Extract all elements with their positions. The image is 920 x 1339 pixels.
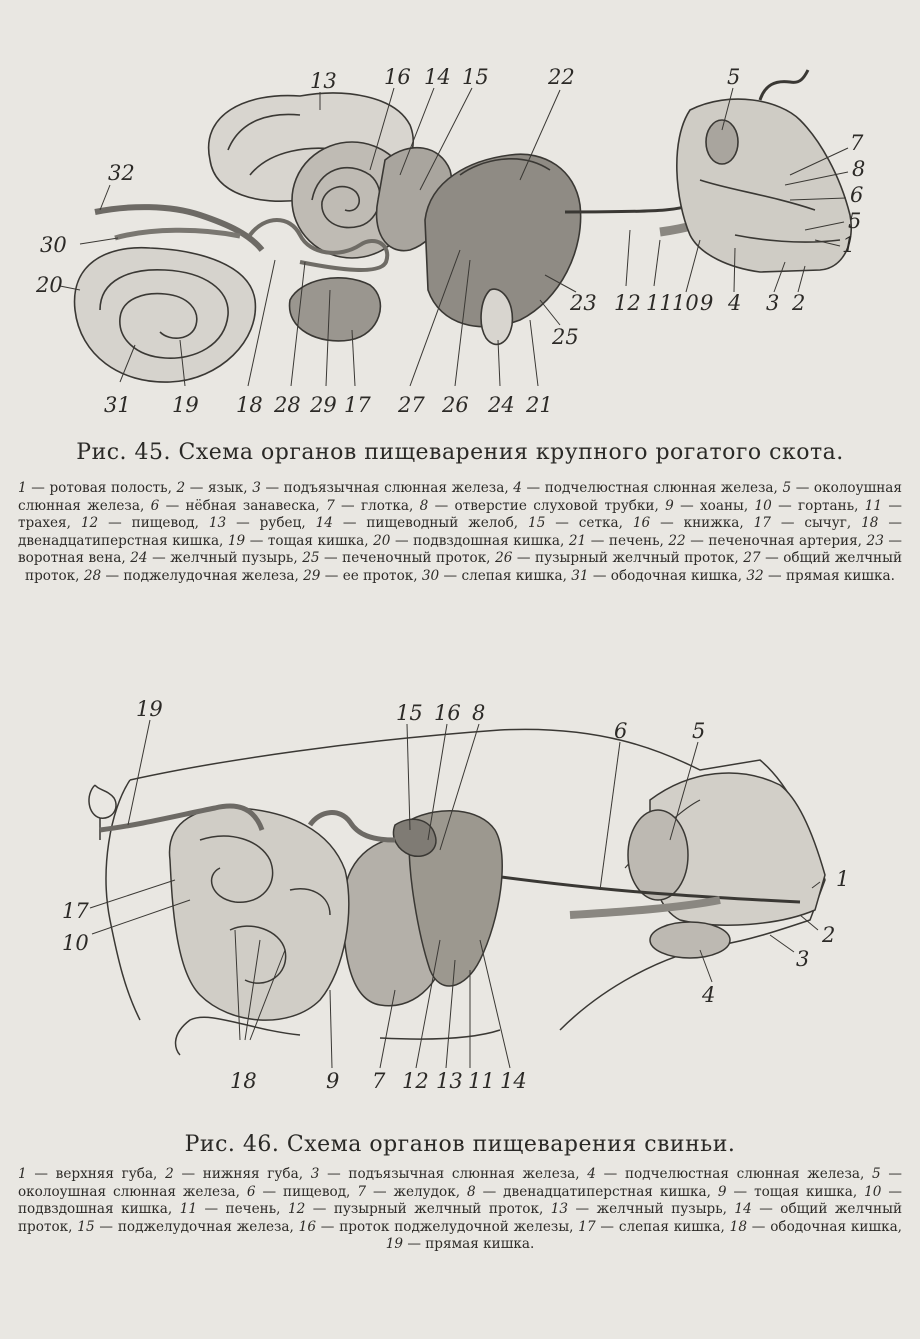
fig45-legend-text: — хоаны, (673, 497, 755, 514)
fig45-label: 10 (672, 291, 699, 315)
fig45-legend-text: — тощая кишка, (245, 532, 374, 549)
fig45-legend-text: — книжка, (650, 515, 754, 532)
fig46-label: 4 (702, 983, 716, 1007)
fig45-legend-text: — сетка, (545, 515, 633, 532)
fig46-legend-text: — желудок, (366, 1183, 468, 1200)
fig45-legend-text: — гортань, (771, 497, 865, 514)
fig45-legend-number: 14 (315, 515, 333, 532)
fig46-legend-text: — подчелюстная слюнная железа, (595, 1166, 873, 1182)
fig45-legend-text: — рубец, (226, 515, 316, 532)
fig45-legend-number: 5 (782, 480, 792, 496)
fig45-label: 2 (792, 291, 806, 315)
fig45-legend-number: 8 (419, 497, 429, 514)
fig46-legend-number: 12 (287, 1201, 306, 1218)
fig45-label: 11 (646, 291, 673, 315)
fig45-legend-text: — печеночный проток, (319, 550, 496, 567)
fig46-legend-number: 5 (872, 1166, 881, 1182)
fig45-legend-number: 22 (668, 532, 686, 549)
fig46-legend-number: 8 (467, 1183, 476, 1200)
fig45-legend-text: — пищевод, (98, 515, 209, 532)
fig45-legend-number: 16 (632, 515, 651, 532)
fig46-legend-number: 11 (179, 1201, 197, 1218)
fig45-legend-text: — подвздошная кишка, (390, 532, 569, 549)
fig46-label: 11 (468, 1069, 495, 1093)
fig45-legend-text: — печеночная артерия, (685, 532, 867, 549)
fig46-legend-text: — пищевод, (255, 1183, 358, 1200)
fig45-legend-text: — отверстие слуховой трубки, (428, 497, 666, 514)
fig46-label: 15 (396, 701, 423, 725)
fig46-legend-number: 2 (165, 1166, 174, 1182)
fig45-label: 9 (700, 291, 714, 315)
fig45-label: 8 (852, 157, 866, 181)
fig46-legend-text: — подъязычная слюнная железа, (319, 1166, 588, 1182)
fig46-label: 6 (614, 719, 628, 743)
fig46-legend-number: 4 (587, 1166, 596, 1182)
fig45-legend-text: — пузырный желчный проток, (512, 550, 744, 567)
fig45-legend-number: 1 (18, 480, 27, 496)
fig46-label: 1 (836, 867, 850, 891)
fig45-legend-number: 27 (743, 550, 761, 567)
fig45-label: 7 (850, 131, 864, 155)
fig45-legend-number: 4 (513, 480, 522, 496)
fig46-legend-text: — подвздошная кишка, (18, 1183, 903, 1218)
fig45-label: 3 (766, 291, 780, 315)
fig46-legend-text: — пузырный желчный проток, (305, 1201, 551, 1218)
figure-46-legend (18, 1166, 902, 1254)
fig45-legend-number: 9 (665, 497, 674, 514)
fig45-legend-text: — нёбная занавеска, (159, 497, 327, 514)
fig46-label: 7 (372, 1069, 386, 1093)
fig46-legend-text: — прямая кишка. (403, 1236, 535, 1253)
fig46-legend-number: 18 (729, 1218, 747, 1235)
fig45-legend-text: — подчелюстная слюнная железа, (521, 480, 783, 496)
fig46-label: 19 (136, 697, 163, 721)
fig45-label: 19 (172, 393, 199, 417)
fig45-label: 26 (442, 393, 469, 417)
fig46-legend-number: 6 (246, 1183, 256, 1200)
fig45-legend-text: — ротовая полость, (26, 480, 177, 496)
fig45-legend-number: 32 (746, 567, 764, 584)
fig45-label: 27 (398, 393, 425, 417)
fig45-label: 1 (842, 233, 856, 257)
fig46-legend-number: 19 (385, 1236, 404, 1253)
fig45-label: 32 (108, 161, 135, 185)
fig46-legend-text: — ободочная кишка, (746, 1218, 903, 1235)
fig46-legend-number: 10 (864, 1183, 882, 1200)
fig46-label: 3 (796, 947, 810, 971)
figure-45-drawing (0, 0, 920, 430)
fig45-legend-text: — желчный пузырь, (147, 550, 303, 567)
fig45-legend-text: — слепая кишка, (439, 567, 572, 584)
fig45-legend-text: — язык, (185, 480, 253, 496)
fig45-legend-text: — печень, (586, 532, 669, 549)
fig46-legend-text: — двенадцатиперстная кишка, (475, 1183, 718, 1200)
fig45-legend-number: 20 (373, 532, 391, 549)
fig45-label: 17 (344, 393, 371, 417)
fig45-legend-text: — двенадцатиперстная кишка, (18, 515, 902, 549)
fig45-legend-text: — ободочная кишка, (588, 567, 747, 584)
fig46-legend-text: — нижняя губа, (173, 1166, 311, 1182)
fig46-label: 13 (436, 1069, 463, 1093)
fig46-legend-number: 1 (18, 1166, 27, 1182)
fig45-legend-number: 11 (864, 497, 883, 514)
fig46-legend-text: — печень, (197, 1201, 288, 1218)
fig45-label: 16 (384, 65, 411, 89)
cattle-digestive-diagram (0, 0, 920, 430)
figure-45-caption: Рис. 45. Схема органов пищеварения крупного рогатого скота. (76, 440, 844, 465)
fig45-legend-number: 2 (176, 480, 186, 496)
fig46-label: 14 (500, 1069, 527, 1093)
fig46-label: 2 (822, 923, 836, 947)
fig46-legend-number: 9 (717, 1183, 727, 1200)
pig-digestive-diagram (0, 690, 920, 1120)
abomasum-shape (290, 278, 381, 341)
fig46-legend-text: — поджелудочная железа, (94, 1218, 299, 1235)
parotid-gland-shape (628, 810, 688, 900)
fig45-legend-text: — трахея, (18, 497, 902, 532)
fig46-legend-text: — желчный пузырь, (568, 1201, 735, 1218)
pig-intestines-mass (170, 808, 349, 1021)
fig45-legend-number: 31 (571, 567, 589, 584)
fig45-legend-text: — подъязычная слюнная железа, (260, 480, 514, 496)
figure-45-legend (18, 480, 902, 586)
fig46-label: 16 (434, 701, 461, 725)
fig46-label: 10 (62, 931, 89, 955)
fig45-label: 31 (104, 393, 131, 417)
fig45-legend-number: 23 (866, 532, 884, 549)
figure-46-drawing (0, 690, 920, 1120)
fig45-label: 15 (462, 65, 489, 89)
fig46-legend-number: 16 (298, 1218, 316, 1235)
fig45-label: 30 (40, 233, 67, 257)
fig46-label: 12 (402, 1069, 429, 1093)
fig45-label: 13 (310, 69, 337, 93)
fig46-legend-number: 13 (550, 1201, 569, 1218)
fig45-legend-text: — пищеводный желоб, (332, 515, 529, 532)
fig46-legend-number: 7 (357, 1183, 366, 1200)
fig46-legend-number: 3 (310, 1166, 320, 1182)
fig45-legend-number: 30 (421, 567, 440, 584)
fig45-label: 20 (36, 273, 63, 297)
fig45-label: 29 (310, 393, 337, 417)
fig45-legend-number: 28 (83, 567, 102, 584)
fig45-label: 28 (274, 393, 301, 417)
fig45-legend-number: 29 (303, 567, 321, 584)
fig46-legend-text: — общий желчный проток, (18, 1201, 902, 1235)
fig45-legend-text: — общий желчный проток, (25, 550, 903, 584)
fig46-legend-number: 17 (578, 1218, 596, 1235)
fig45-label: 5 (848, 209, 862, 233)
fig45-legend-text: — прямая кишка. (763, 567, 895, 584)
fig45-legend-number: 10 (754, 497, 772, 514)
fig46-legend-number: 14 (734, 1201, 752, 1218)
fig45-label: 14 (424, 65, 451, 89)
fig46-label: 9 (326, 1069, 340, 1093)
fig45-legend-text: — сычуг, (770, 515, 862, 532)
fig45-legend-number: 25 (302, 550, 320, 567)
fig45-label: 12 (614, 291, 641, 315)
fig45-legend-number: 13 (208, 515, 227, 532)
fig45-legend-text: — околоушная слюнная железа, (18, 480, 902, 514)
fig45-legend-text: — ее проток, (320, 567, 422, 584)
fig45-legend-number: 12 (80, 515, 99, 532)
fig45-label: 25 (552, 325, 579, 349)
fig45-legend-number: 17 (753, 515, 771, 532)
fig45-label: 23 (570, 291, 597, 315)
fig45-label: 21 (526, 393, 553, 417)
fig45-legend-text: — поджелудочная железа, (101, 567, 304, 584)
fig45-label: 5 (727, 65, 741, 89)
fig45-label: 22 (548, 65, 575, 89)
fig46-legend-text: — верхняя губа, (26, 1166, 166, 1182)
submandibular-gland-shape (650, 922, 730, 958)
fig45-legend-number: 24 (130, 550, 148, 567)
fig45-legend-text: — глотка, (334, 497, 420, 514)
fig45-legend-text: — воротная вена, (18, 532, 902, 567)
fig46-label: 8 (472, 701, 486, 725)
fig45-label: 6 (850, 183, 864, 207)
fig45-legend-number: 26 (495, 550, 513, 567)
fig45-legend-number: 19 (227, 532, 246, 549)
fig45-label: 4 (728, 291, 742, 315)
fig46-legend-text: — тощая кишка, (726, 1183, 865, 1200)
fig46-legend-number: 15 (77, 1218, 95, 1235)
fig46-label: 17 (62, 899, 89, 923)
fig45-legend-number: 18 (861, 515, 879, 532)
fig46-legend-text: — слепая кишка, (595, 1218, 730, 1235)
fig46-label: 18 (230, 1069, 257, 1093)
fig45-legend-number: 21 (568, 532, 587, 549)
fig46-legend-text: — околоушная слюнная железа, (18, 1166, 902, 1200)
fig45-legend-number: 6 (150, 497, 160, 514)
fig45-legend-number: 3 (252, 480, 261, 496)
fig45-legend-number: 7 (326, 497, 335, 514)
figure-46-caption: Рис. 46. Схема органов пищеварения свиньи. (184, 1132, 736, 1157)
fig45-label: 24 (488, 393, 515, 417)
fig46-label: 5 (692, 719, 706, 743)
cow-head-shape (677, 99, 851, 272)
fig45-legend-number: 15 (528, 515, 546, 532)
fig46-legend-text: — проток поджелудочной железы, (315, 1218, 579, 1235)
fig45-label: 18 (236, 393, 263, 417)
